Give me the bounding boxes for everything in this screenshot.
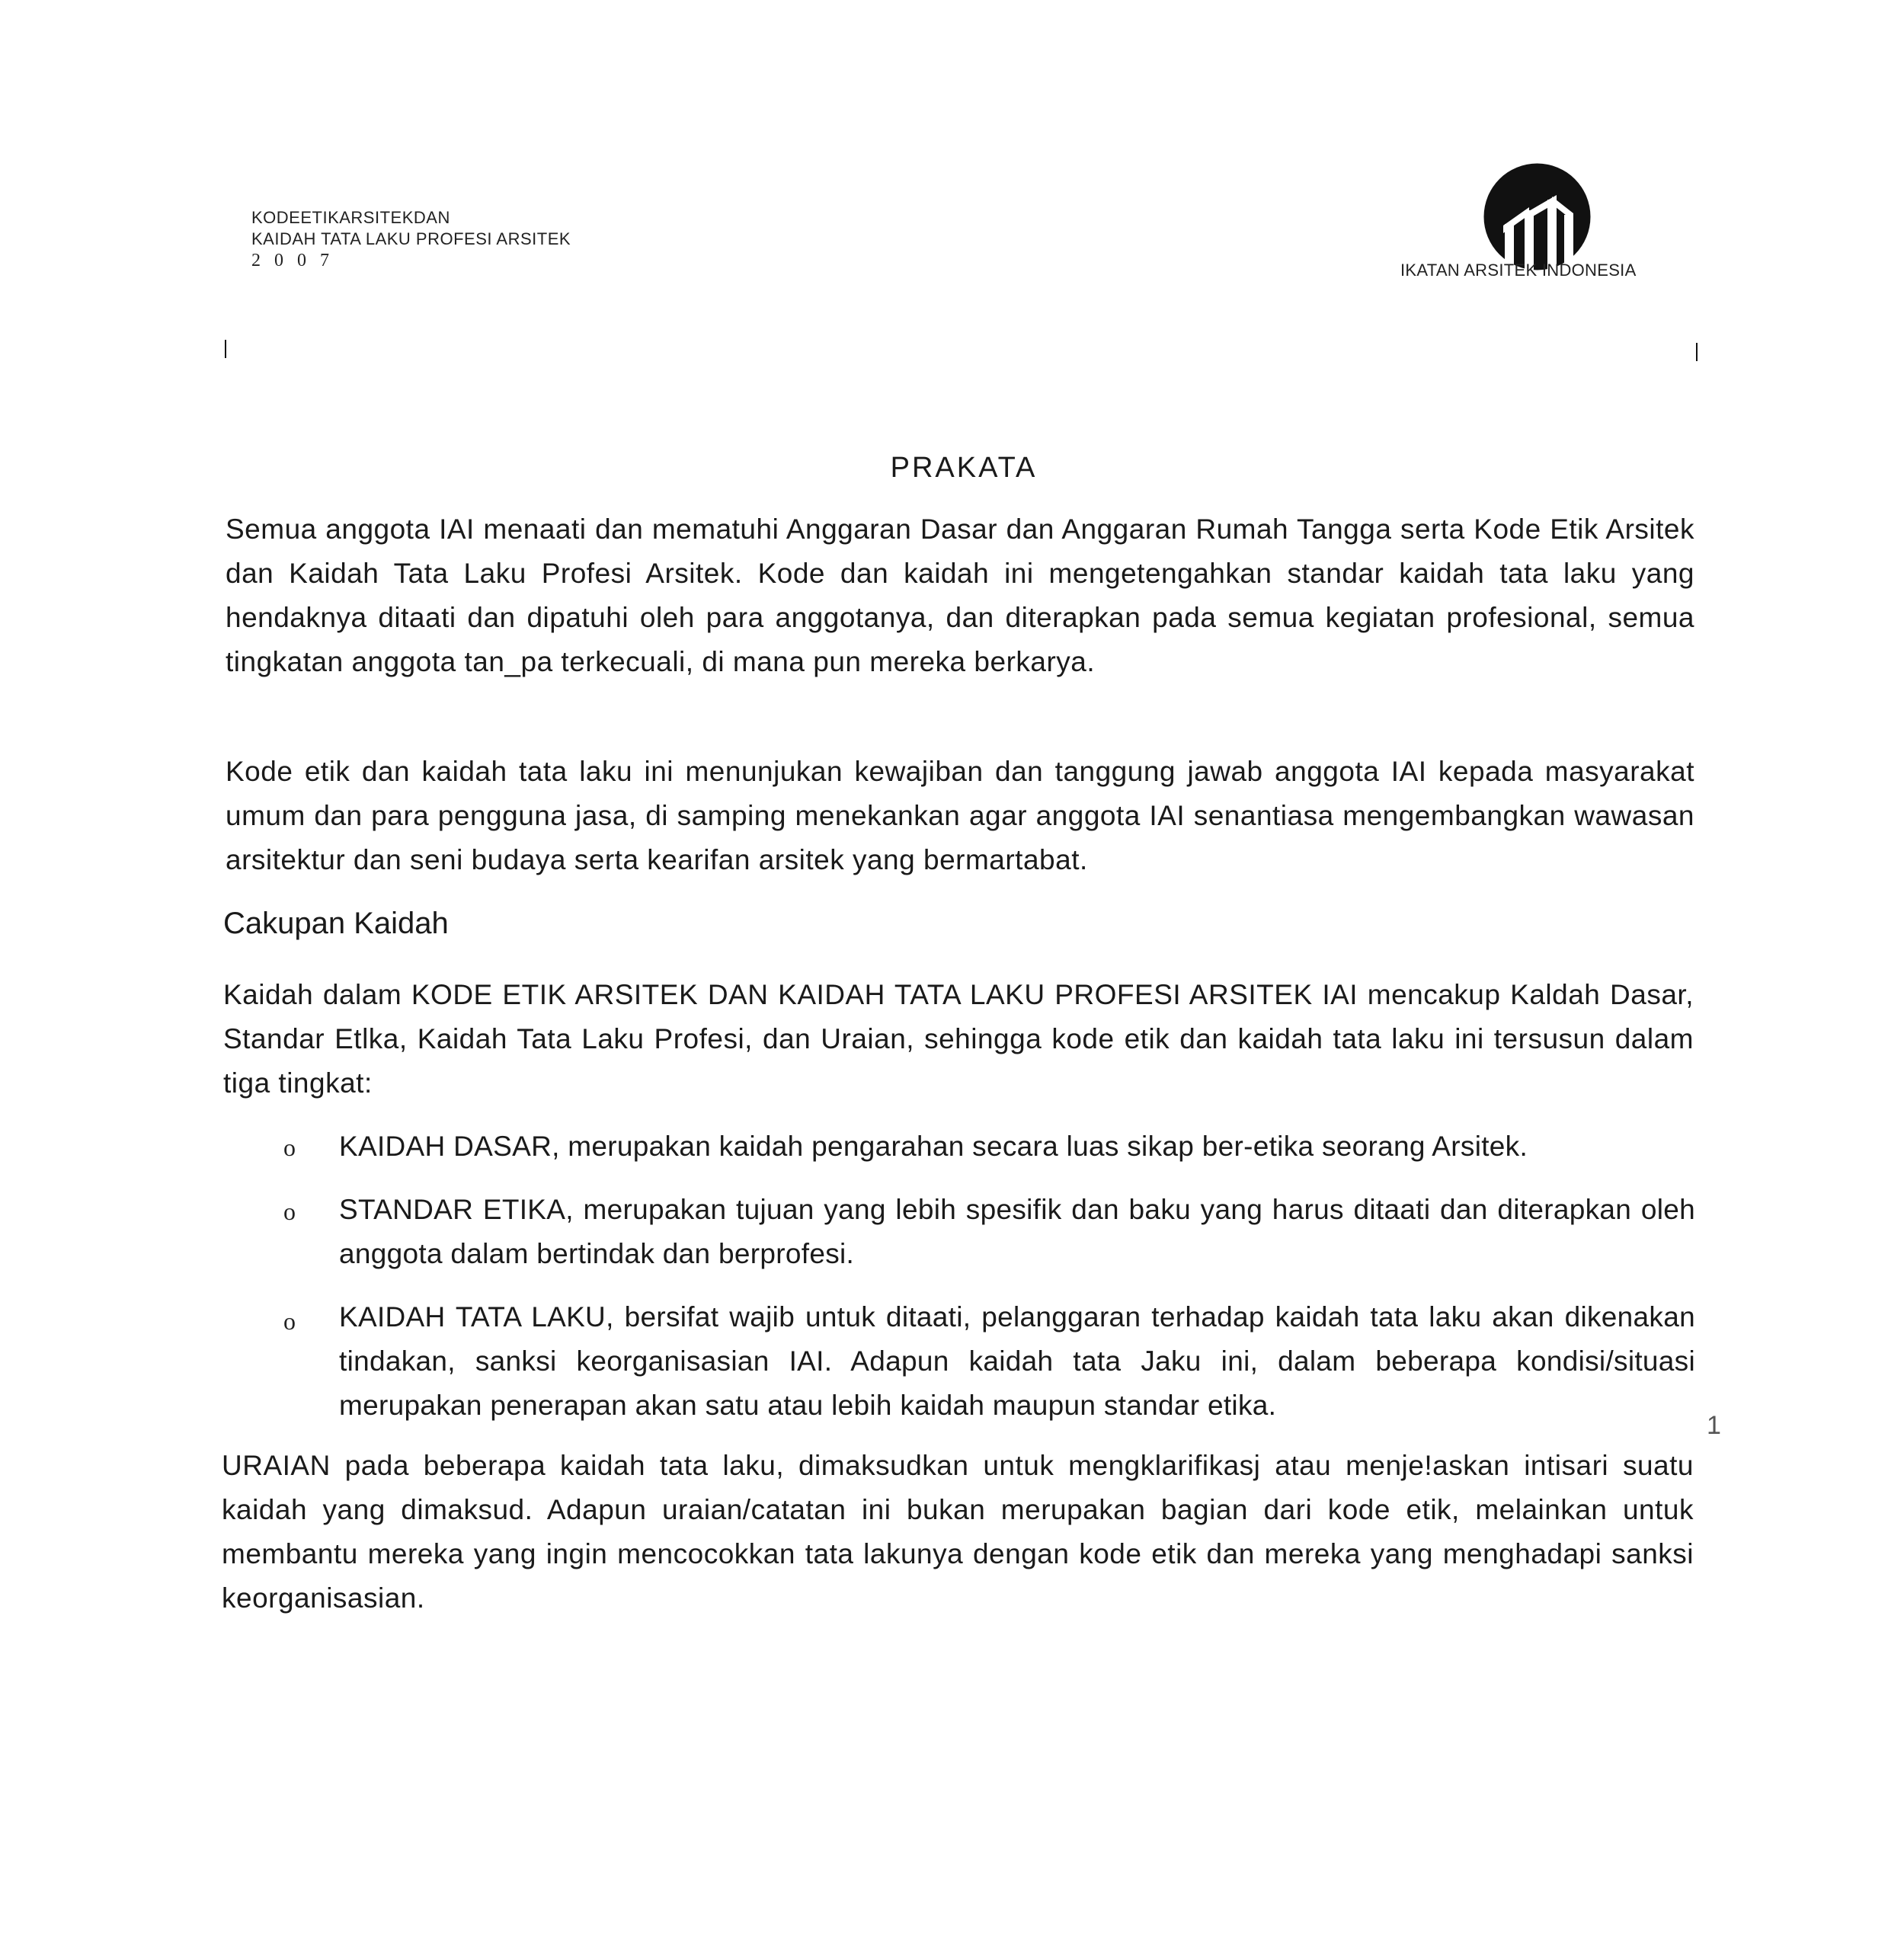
list-item: KAIDAH TATA LAKU, bersifat wajib untuk ditaati, pelanggaran terhadap kaidah tata laku akan dikenakan tindakan, sanksi keorganisasian IAI. Adapun kaidah tata Jaku ini, dalam beberapa kondisi/situasi merupakan penerapan akan satu atau lebih kaidah maupun standar etika.	[339, 1301, 1695, 1421]
margin-mark-right	[1696, 343, 1698, 361]
page-title: PRAKATA	[890, 452, 1038, 484]
header-year: 2007	[251, 251, 343, 270]
paragraph-scope: Kaidah dalam KODE ETIK ARSITEK DAN KAIDAH TATA LAKU PROFESI ARSITEK IAI mencakup Kaldah Dasar, Standar Etlka, Kaidah Tata Laku Profesi, dan Uraian, sehingga kode etik dan kaidah tata laku ini tersusun dalam tiga tingkat:	[223, 979, 1694, 1099]
list-item: STANDAR ETIKA, merupakan tujuan yang lebih spesifik dan baku yang harus ditaati dan diterapkan oleh anggota dalam bertindak dan berprofesi.	[339, 1194, 1695, 1269]
list-item: KAIDAH DASAR, merupakan kaidah pengarahan secara luas sikap ber-etika seorang Arsitek.	[339, 1131, 1528, 1162]
iai-logo-icon	[1482, 162, 1592, 272]
organization-name: IKATAN ARSITEK INDONESIA	[1400, 261, 1637, 280]
bullet-marker: o	[283, 1307, 296, 1335]
margin-mark-left	[225, 340, 226, 358]
paragraph-intro: Semua anggota IAI menaati dan mematuhi Anggaran Dasar dan Anggaran Rumah Tangga serta Kode Etik Arsitek dan Kaidah Tata Laku Profesi Arsitek. Kode dan kaidah ini mengetengahkan standar kaidah tata laku yang hendaknya ditaati dan dipatuhi oleh para anggotanya, dan diterapkan pada semua kegiatan profesional, semua tingkatan anggota tan_pa terkecuali, di mana pun mereka berkarya.	[226, 513, 1694, 677]
paragraph-explanation: URAIAN pada beberapa kaidah tata laku, dimaksudkan untuk mengklarifikasj atau menje!askan intisari suatu kaidah yang dimaksud. Adapun uraian/catatan ini bukan merupakan bagian dari kode etik, melainkan untuk membantu mereka yang ingin mencocokkan tata lakunya dengan kode etik dan mereka yang menghadapi sanksi keorganisasian.	[222, 1450, 1694, 1614]
bullet-marker: o	[283, 1198, 296, 1225]
section-heading: Cakupan Kaidah	[223, 907, 449, 940]
document-header	[251, 207, 571, 271]
header-line-2: KAIDAH TATA LAKU PROFESI ARSITEK	[251, 229, 571, 248]
page-number: 1	[1707, 1411, 1721, 1440]
paragraph-obligations: Kode etik dan kaidah tata laku ini menunjukan kewajiban dan tanggung jawab anggota IAI kepada masyarakat umum dan para pengguna jasa, di samping menekankan agar anggota IAI senantiasa mengembangkan wawasan arsitektur dan seni budaya serta kearifan arsitek yang bermartabat.	[226, 756, 1694, 875]
header-line-1: KODEETIKARSITEKDAN	[251, 208, 450, 227]
bullet-marker: o	[283, 1134, 296, 1161]
